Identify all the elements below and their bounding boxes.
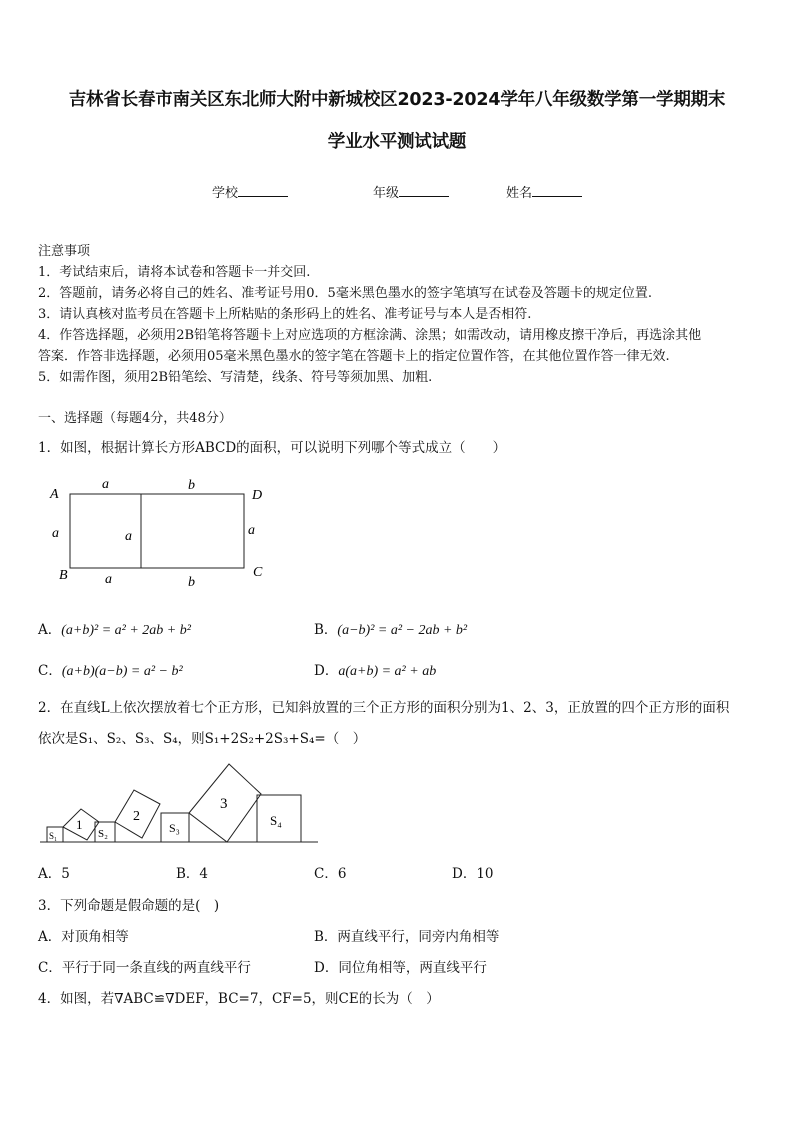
option-expression: (a+b)(a−b) = a² − b² xyxy=(61,664,183,679)
page-title-line2: 学业水平测试试题 xyxy=(327,132,467,152)
option-label: A． xyxy=(38,622,62,638)
section-heading: 一、选择题（每题4分，共48分） xyxy=(38,411,232,426)
question-2-stem-line2: 依次是S₁、S₂、S₃、S₄，则S₁+2S₂+2S₃+S₄=（ ） xyxy=(38,731,367,747)
question-2-option-a[interactable]: A．5 xyxy=(38,866,70,882)
tilted-label-3: 3 xyxy=(220,796,228,812)
school-field xyxy=(212,182,288,201)
notice-item: 答案．作答非选择题，必须用05毫米黑色墨水的签字笔在答题卡上的指定位置作答，在其他位置作答一律无效. xyxy=(38,349,670,364)
option-expression: (a−b)² = a² − 2ab + b² xyxy=(337,623,468,638)
name-field xyxy=(506,182,582,201)
question-3-stem: 3．下列命题是假命题的是( ) xyxy=(38,898,220,914)
question-1-option-b[interactable] xyxy=(314,618,467,639)
grade-label: 年级 xyxy=(373,186,400,201)
vertex-d: D xyxy=(252,488,263,503)
question-2-stem-line1: 2．在直线L上依次摆放着七个正方形，已知斜放置的三个正方形的面积分别为1、2、3，正放置的四个正方形的面积 xyxy=(38,700,730,716)
grade-field xyxy=(373,182,449,201)
notice-item: 2．答题前，请务必将自己的姓名、准考证号用0．5毫米黑色墨水的签字笔填写在试卷及答题卡的规定位置. xyxy=(38,286,652,301)
option-label: D． xyxy=(314,663,339,679)
question-1-figure xyxy=(40,470,280,595)
vertex-b: B xyxy=(59,568,68,583)
side-label-right-a: a xyxy=(248,523,255,538)
question-3-option-d[interactable]: D．同位角相等，两直线平行 xyxy=(314,960,487,976)
option-label: C． xyxy=(38,663,62,679)
tilted-label-1: 1 xyxy=(76,817,83,832)
option-expression: a(a+b) = a² + ab xyxy=(338,664,437,679)
question-2-figure xyxy=(38,758,320,848)
side-label-bottom-b: b xyxy=(188,575,195,590)
vertex-c: C xyxy=(253,565,263,580)
name-label: 姓名 xyxy=(506,186,533,201)
side-label-mid-a: a xyxy=(125,529,132,544)
notice-item: 3．请认真核对监考员在答题卡上所粘贴的条形码上的姓名、准考证号与本人是否相符. xyxy=(38,307,532,322)
side-label-top-a: a xyxy=(102,477,109,492)
question-1-option-c[interactable] xyxy=(38,659,183,680)
page-title-line1: 吉林省长春市南关区东北师大附中新城校区2023-2024学年八年级数学第一学期期末 xyxy=(68,90,726,110)
option-expression: (a+b)² = a² + 2ab + b² xyxy=(61,623,191,638)
upright-label-s1: S₁ xyxy=(49,831,58,841)
side-label-top-b: b xyxy=(188,478,195,493)
question-4-stem: 4．如图，若∇ABC≌∇DEF，BC=7，CF=5，则CE的长为（ ） xyxy=(38,991,440,1007)
name-blank xyxy=(532,184,582,197)
upright-label-s4: S₄ xyxy=(270,813,282,828)
side-label-left-a: a xyxy=(52,526,59,541)
notice-item: 5．如需作图，须用2B铅笔绘、写清楚，线条、符号等须加黑、加粗. xyxy=(38,370,433,385)
notice-item: 1．考试结束后，请将本试卷和答题卡一并交回. xyxy=(38,265,311,280)
notice-item: 4．作答选择题，必须用2B铅笔将答题卡上对应选项的方框涂满、涂黑；如需改动，请用橡皮擦干净后，再选涂其他 xyxy=(38,328,702,343)
question-3-option-c[interactable]: C．平行于同一条直线的两直线平行 xyxy=(38,960,251,976)
question-2-option-b[interactable]: B．4 xyxy=(176,866,209,882)
notice-heading: 注意事项 xyxy=(38,244,91,259)
tilted-label-2: 2 xyxy=(133,809,140,824)
question-2-option-c[interactable]: C．6 xyxy=(314,866,347,882)
grade-blank xyxy=(399,184,449,197)
upright-label-s3: S₃ xyxy=(169,821,180,835)
school-blank xyxy=(238,184,288,197)
question-1-option-d[interactable] xyxy=(314,659,436,680)
question-2-option-d[interactable]: D．10 xyxy=(452,866,494,882)
question-1-option-a[interactable] xyxy=(38,618,191,639)
side-label-bottom-a: a xyxy=(105,572,112,587)
upright-label-s2: S₂ xyxy=(98,828,108,840)
question-3-option-a[interactable]: A．对顶角相等 xyxy=(38,929,129,945)
rectangle-abcd xyxy=(70,494,244,568)
question-3-option-b[interactable]: B．两直线平行，同旁内角相等 xyxy=(314,929,500,945)
question-1-stem: 1．如图，根据计算长方形ABCD的面积，可以说明下列哪个等式成立（ ） xyxy=(38,440,507,456)
vertex-a: A xyxy=(50,487,59,502)
option-label: B． xyxy=(314,622,338,638)
school-label: 学校 xyxy=(212,186,239,201)
